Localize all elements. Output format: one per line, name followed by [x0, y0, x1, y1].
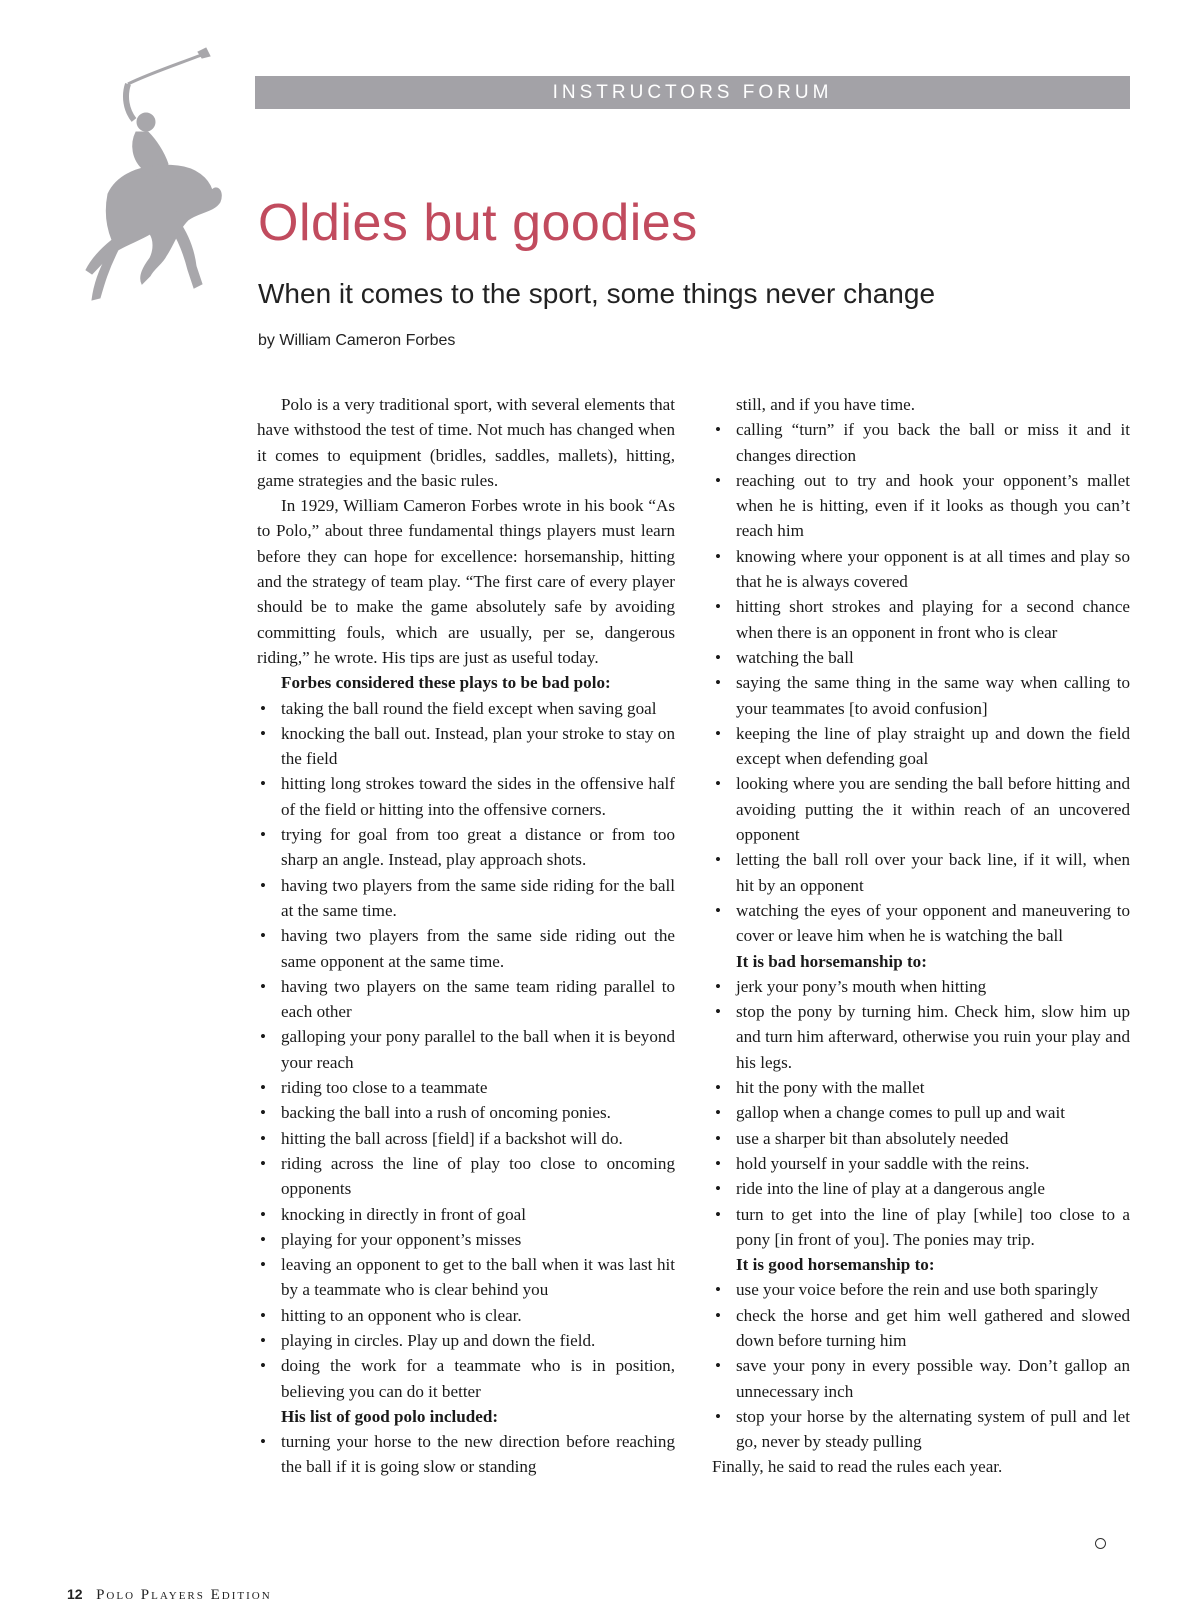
article-byline: by William Cameron Forbes: [258, 332, 456, 349]
article-title: Oldies but goodies: [258, 194, 698, 252]
left-column: [257, 392, 675, 1480]
list-item: • watching the eyes of your opponent and maneuvering to cover or leave him when he is watching the ball: [712, 898, 1130, 949]
list-item: • turning your horse to the new direction before reaching the ball if it is going slow or standing: [257, 1429, 675, 1480]
list-item: • hold yourself in your saddle with the reins.: [712, 1151, 1130, 1176]
circle-end-mark-icon: [1095, 1538, 1106, 1549]
list-item: • knocking the ball out. Instead, plan your stroke to stay on the field: [257, 721, 675, 772]
list-item: • knocking in directly in front of goal: [257, 1202, 675, 1227]
publication-name: Polo Players Edition: [96, 1587, 272, 1603]
list-item: • save your pony in every possible way. Don’t gallop an unnecessary inch: [712, 1353, 1130, 1404]
page-number: 12: [67, 1586, 83, 1602]
list-item: • watching the ball: [712, 645, 1130, 670]
list-item: • trying for goal from too great a distance or from too sharp an angle. Instead, play approach shots.: [257, 822, 675, 873]
list-item: • calling “turn” if you back the ball or miss it and it changes direction: [712, 417, 1130, 468]
list-item: • hitting long strokes toward the sides in the offensive half of the field or hitting into the offensive corners.: [257, 771, 675, 822]
list-item: • turn to get into the line of play [while] too close to a pony [in front of you]. The ponies may trip.: [712, 1202, 1130, 1253]
good-horsemanship-list: [712, 1277, 1130, 1454]
section-header-bar: [255, 76, 1130, 109]
list-item: • gallop when a change comes to pull up and wait: [712, 1100, 1130, 1125]
list-item: • saying the same thing in the same way when calling to your teammates [to avoid confusion]: [712, 670, 1130, 721]
good-horsemanship-heading: It is good horsemanship to:: [736, 1255, 935, 1275]
list-item: • doing the work for a teammate who is in position, believing you can do it better: [257, 1353, 675, 1404]
list-item: • use your voice before the rein and use both sparingly: [712, 1277, 1130, 1302]
list-item: • having two players from the same side riding for the ball at the same time.: [257, 873, 675, 924]
list-item: • stop your horse by the alternating system of pull and let go, never by steady pulling: [712, 1404, 1130, 1455]
list-item: • reaching out to try and hook your opponent’s mallet when he is hitting, even if it looks as though you can’t reach him: [712, 468, 1130, 544]
list-item: • backing the ball into a rush of oncoming ponies.: [257, 1100, 675, 1125]
bad-horsemanship-heading: It is bad horsemanship to:: [736, 951, 927, 971]
list-item: • galloping your pony parallel to the ball when it is beyond your reach: [257, 1024, 675, 1075]
list-item: • looking where you are sending the ball before hitting and avoiding putting the it within reach of an uncovered opponent: [712, 771, 1130, 847]
intro-paragraph: Polo is a very traditional sport, with several elements that have withstood the test of time. Not much has changed when it comes to equipment (bridles, saddles, mallets), hitting, game strategies and the basic rules.: [257, 395, 675, 490]
good-polo-heading: His list of good polo included:: [281, 1406, 499, 1426]
list-item: • ride into the line of play at a dangerous angle: [712, 1176, 1130, 1201]
list-item: • having two players on the same team riding parallel to each other: [257, 974, 675, 1025]
list-item: • jerk your pony’s mouth when hitting: [712, 974, 1130, 999]
right-column: [712, 392, 1130, 1480]
list-item: • keeping the line of play straight up and down the field except when defending goal: [712, 721, 1130, 772]
list-item: • stop the pony by turning him. Check him, slow him up and turn him afterward, otherwise you ruin your play and his legs.: [712, 999, 1130, 1075]
bad-polo-list: [257, 696, 675, 1404]
polo-player-logo-icon: [78, 44, 228, 304]
intro-paragraph: In 1929, William Cameron Forbes wrote in his book “As to Polo,” about three fundamental things players must learn before they can hope for excellence: horsemanship, hitting and the strategy of team play. “The first care of every player should be to make the game absolutely safe by avoiding committing fouls, which are usually, per se, dangerous riding,” he wrote. His tips are just as useful today.: [257, 496, 675, 667]
list-item: • playing in circles. Play up and down the field.: [257, 1328, 675, 1353]
list-item: • hit the pony with the mallet: [712, 1075, 1130, 1100]
list-item: • check the horse and get him well gathered and slowed down before turning him: [712, 1303, 1130, 1354]
bad-horsemanship-list: [712, 974, 1130, 1252]
article-subtitle: When it comes to the sport, some things never change: [258, 278, 936, 309]
list-item: • leaving an opponent to get to the ball when it was last hit by a teammate who is clear behind you: [257, 1252, 675, 1303]
list-item: • hitting short strokes and playing for a second chance when there is an opponent in front who is clear: [712, 594, 1130, 645]
list-item-continued: still, and if you have time.: [736, 395, 915, 414]
list-item: • playing for your opponent’s misses: [257, 1227, 675, 1252]
good-polo-list: [257, 1429, 675, 1480]
list-item: • riding too close to a teammate: [257, 1075, 675, 1100]
list-item: • riding across the line of play too close to oncoming opponents: [257, 1151, 675, 1202]
list-item: • hitting to an opponent who is clear.: [257, 1303, 675, 1328]
bad-polo-heading: Forbes considered these plays to be bad polo:: [281, 673, 611, 693]
list-item: • letting the ball roll over your back line, if it will, when hit by an opponent: [712, 847, 1130, 898]
section-label: INSTRUCTORS FORUM: [552, 81, 833, 103]
list-item: • knowing where your opponent is at all times and play so that he is always covered: [712, 544, 1130, 595]
page-footer: [67, 1586, 272, 1604]
closing-line: Finally, he said to read the rules each year.: [712, 1457, 1003, 1477]
list-item: • hitting the ball across [field] if a backshot will do.: [257, 1126, 675, 1151]
list-item: • use a sharper bit than absolutely needed: [712, 1126, 1130, 1151]
list-item: • taking the ball round the field except when saving goal: [257, 696, 675, 721]
list-item: • having two players from the same side riding out the same opponent at the same time.: [257, 923, 675, 974]
good-polo-list-continued: [712, 392, 1130, 949]
